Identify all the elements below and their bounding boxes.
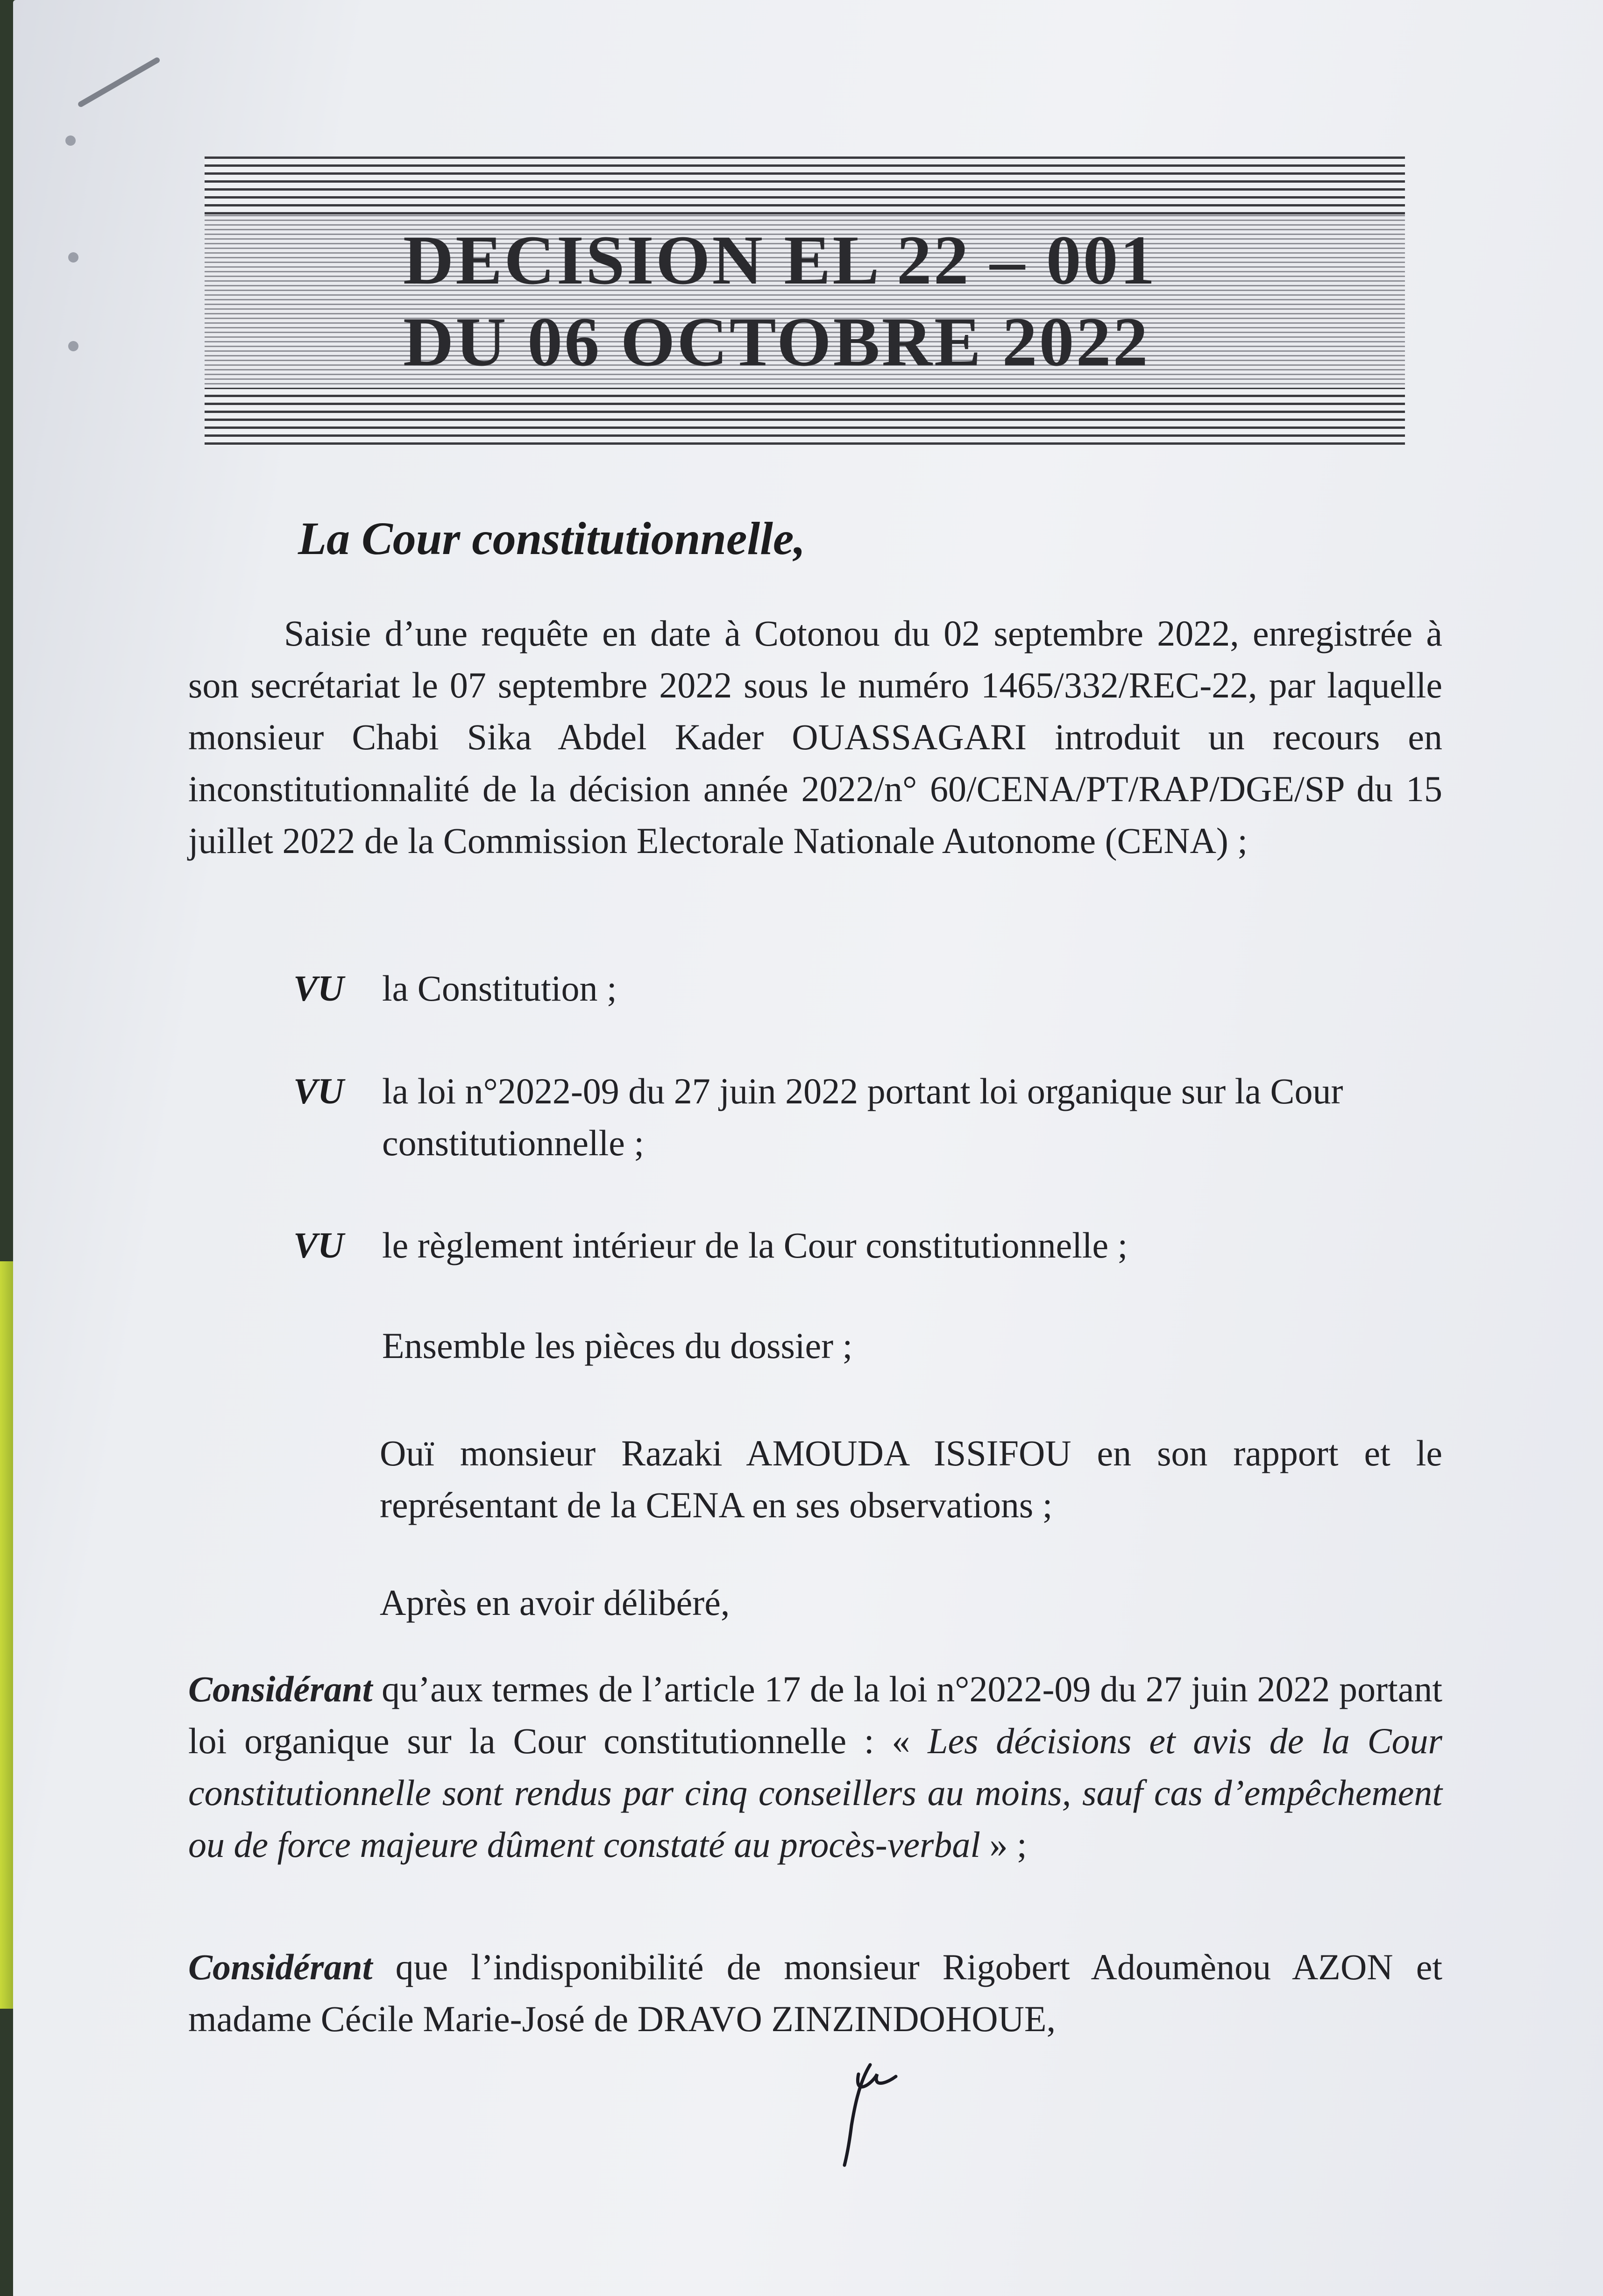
considerant-text: qu’aux termes de l’article 17 de la loi n°2022-09 du 27 juin 2022 portant loi organique sur la Cour constitutionnelle : « [188,1669,1442,1761]
considerant-label: Considérant [188,1947,373,1987]
vu-label: VU [293,968,344,1009]
decision-number: DECISION EL 22 – 001 [403,221,1157,299]
vu-label: VU [293,1071,344,1111]
vu-label: VU [293,1225,344,1265]
document-page [13,0,1603,2296]
punch-hole [68,252,78,263]
punch-hole [68,341,78,351]
intro-paragraph: Saisie d’une requête en date à Cotonou du 02 septembre 2022, enregistrée à son secrétariat le 07 septembre 2022 sous le numéro 1465/332/REC-22, par laquelle monsieur Chabi Sika Abdel Kader OUASSAGARI introduit un recours en inconstitutionnalité de la décision année 2022/n° 60/CENA/PT/RAP/DGE/SP du 15 juillet 2022 de la Commission Electorale Nationale Autonome (CENA) ; [188,613,1442,861]
considerant-paragraph-2 [188,1941,1442,2045]
vu-item [293,1065,1442,1169]
vu-item [293,962,1442,1014]
vu-text: la loi n°2022-09 du 27 juin 2022 portant loi organique sur la Cour constitutionnelle ; [382,1071,1343,1163]
decision-date: DU 06 OCTOBRE 2022 [403,303,1150,381]
punch-hole [65,135,76,146]
title-banner [205,156,1405,446]
considerant-text: que l’indisponibilité de monsieur Rigobert Adoumènou AZON et madame Cécile Marie-José de DRAVO ZINZINDOHOUE, [188,1947,1442,2039]
ensemble-line: Ensemble les pièces du dossier ; [382,1325,853,1366]
quote-end: » ; [980,1824,1027,1865]
apres-line: Après en avoir délibéré, [380,1582,730,1623]
vu-text: le règlement intérieur de la Cour constitutionnelle ; [382,1225,1128,1265]
staple-mark [77,57,161,108]
vu-item [293,1219,1442,1271]
initials-signature [826,2055,910,2168]
court-heading: La Cour constitutionnelle, [298,512,806,564]
considerant-paragraph-1 [188,1663,1442,1870]
oui-paragraph: Ouï monsieur Razaki AMOUDA ISSIFOU en son rapport et le représentant de la CENA en ses observations ; [380,1433,1442,1525]
article-quote: Les décisions et avis de la Cour constitutionnelle sont rendus par cinq conseillers au moins, sauf cas d’empêchement ou de force majeure dûment constaté au procès-verbal [188,1720,1442,1865]
vu-text: la Constitution ; [382,968,617,1009]
considerant-label: Considérant [188,1669,373,1709]
